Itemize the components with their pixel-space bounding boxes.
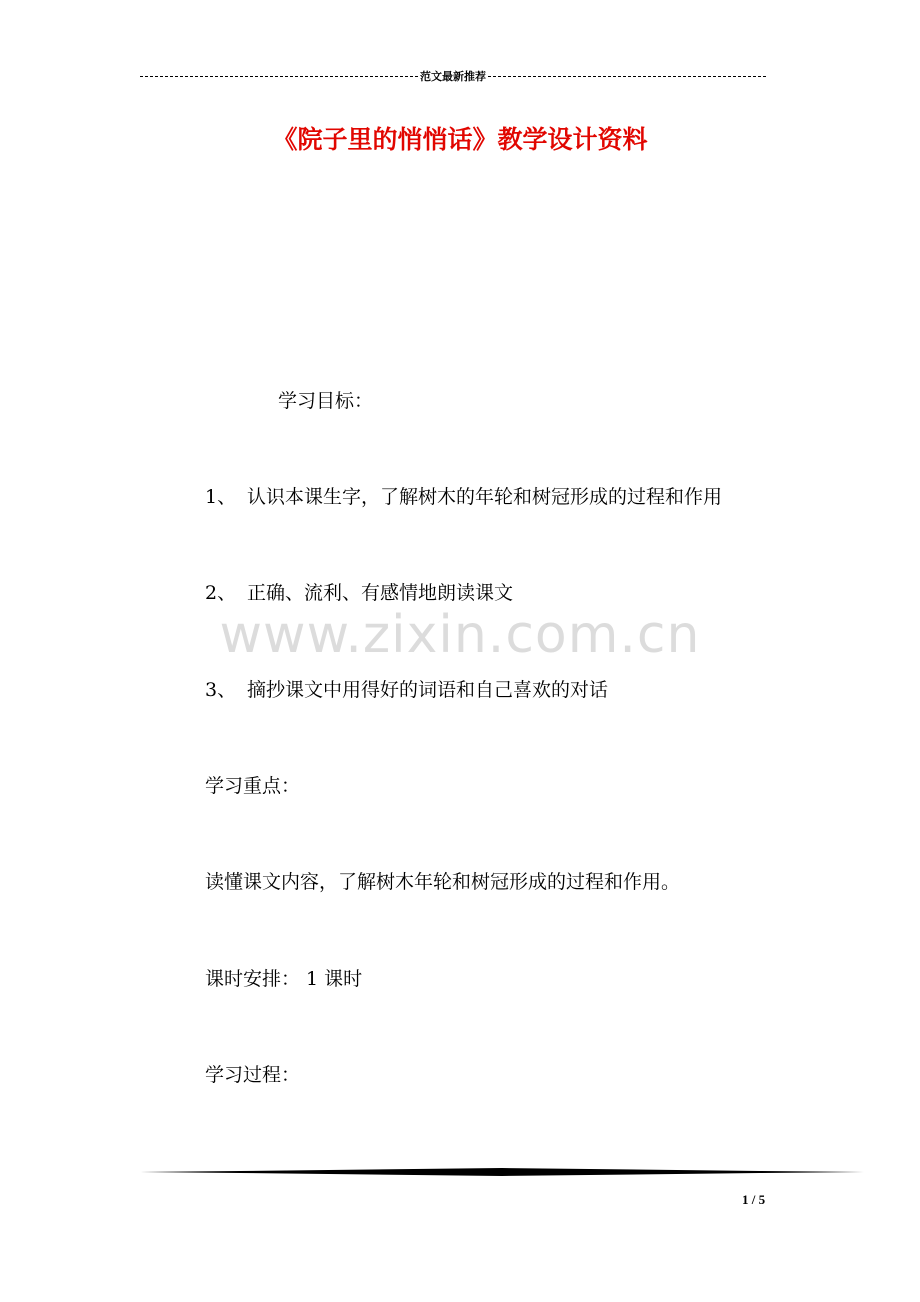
goal-number: 1、 xyxy=(205,486,237,508)
goals-heading: 学习目标： xyxy=(278,390,374,412)
goal-item-2 xyxy=(205,580,513,606)
goal-text: 正确、流利、有感情地朗读课文 xyxy=(247,582,514,604)
header-dash-right xyxy=(488,76,766,77)
process-heading: 学习过程： xyxy=(205,1064,301,1086)
page-header xyxy=(140,66,766,86)
footer-rule xyxy=(140,1165,864,1179)
header-label: 范文最新推荐 xyxy=(420,70,486,83)
header-dash-left xyxy=(140,76,418,77)
goal-text: 摘抄课文中用得好的词语和自己喜欢的对话 xyxy=(247,679,609,701)
goal-item-3 xyxy=(205,677,608,703)
key-text: 读懂课文内容，了解树木年轮和树冠形成的过程和作用。 xyxy=(205,871,681,893)
page-number: 1 / 5 xyxy=(742,1192,766,1207)
goal-item-1 xyxy=(205,484,722,510)
watermark: www.zixin.com.cn xyxy=(219,605,701,665)
goal-number: 2、 xyxy=(205,582,237,604)
goal-text: 认识本课生字，了解树木的年轮和树冠形成的过程和作用 xyxy=(247,486,723,508)
goal-number: 3、 xyxy=(205,679,237,701)
schedule-text: 课时安排： 1 课时 xyxy=(205,968,363,990)
document-title: 《院子里的悄悄话》教学设计资料 xyxy=(272,125,648,154)
key-heading: 学习重点： xyxy=(205,775,301,797)
